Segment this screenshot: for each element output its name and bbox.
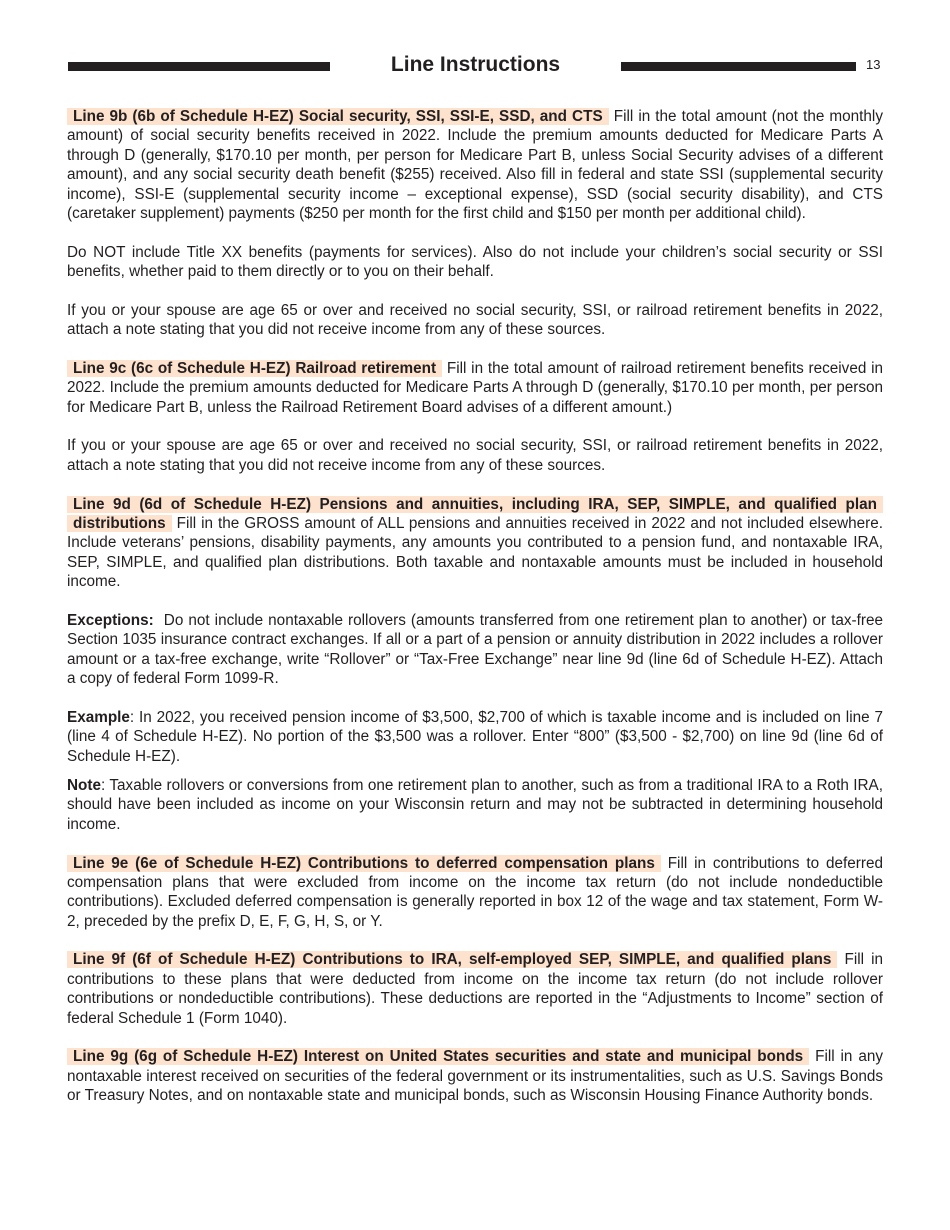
line-9g-heading: Line 9g (6g of Schedule H-EZ) Interest on United States securities and state and municipal bonds xyxy=(67,1048,809,1065)
line-9g-text: Fill in any nontaxable interest received on securities of the federal government or its instrumentalities, such as U.S. Savings Bonds or Treasury Notes, and on nontaxable state and municipal bonds, such as Wisconsin Housing Finance Authority bonds. xyxy=(67,1048,883,1105)
line-9b-paragraph xyxy=(67,107,883,223)
line-9c-heading: Line 9c (6c of Schedule H-EZ) Railroad retirement xyxy=(67,360,442,377)
exceptions-label: Exceptions: xyxy=(67,611,154,629)
line-9d-heading: Line 9d (6d of Schedule H-EZ) Pensions and annuities, including IRA, SEP, SIMPLE, and qualified plan distributions xyxy=(67,496,883,532)
line-9g-paragraph xyxy=(67,1047,883,1105)
line-9c-text: Fill in the total amount of railroad retirement benefits received in 2022. Include the premium amounts deducted for Medicare Parts A through D (generally, $170.10 per month, per person for Medicare Part B, unless the Railroad Retirement Board advises of a different amount.) xyxy=(67,359,884,416)
page-header xyxy=(0,50,950,80)
instructions-body xyxy=(67,107,883,1106)
line-9b-text: Fill in the total amount (not the monthly amount) of social security benefits received in 2022. Include the premium amounts deducted for Medicare Parts A through D (generally, $170.10 per month, per person for Medicare Part B, unless Social Security advises of a different amount), and any social security death benefit ($255) received. Also fill in federal and state SSI (supplemental security income), SSI-E (supplemental security income – exceptional expense), SSD (social security disability), and CTS (caretaker supplement) payments ($250 per month for the first child and $150 per month per additional child). xyxy=(67,108,883,223)
line-9d-note-paragraph xyxy=(67,776,883,834)
line-9f-heading: Line 9f (6f of Schedule H-EZ) Contributions to IRA, self-employed SEP, SIMPLE, and qualified plans xyxy=(67,951,837,968)
note-text: : Taxable rollovers or conversions from one retirement plan to another, such as from a traditional IRA to a Roth IRA, should have been included as income on your Wisconsin return and may not be subtracted in determining household income. xyxy=(67,777,883,833)
line-9c-age-note-paragraph: If you or your spouse are age 65 or over and received no social security, SSI, or railroad retirement benefits in 2022, attach a note stating that you did not receive income from any of these sources. xyxy=(67,437,883,474)
header-rule-right xyxy=(621,62,856,71)
example-label: Example xyxy=(67,708,130,726)
line-9e-text: Fill in contributions to deferred compensation plans that were excluded from income on the income tax return (do not include nondeductible contributions). Excluded deferred compensation is generally reported in box 12 of the wage and tax statement, Form W-2, preceded by the prefix D, E, F, G, H, S, or Y. xyxy=(67,854,884,930)
line-9f-text: Fill in contributions to these plans that were deducted from income on the income tax return (do not include rollover contributions or nondeductible contributions). These deductions are reported in the “Adjustments to Income” section of federal Schedule 1 (Form 1040). xyxy=(67,951,883,1027)
line-9b-heading: Line 9b (6b of Schedule H-EZ) Social security, SSI, SSI-E, SSD, and CTS xyxy=(67,108,609,125)
line-9d-text: Fill in the GROSS amount of ALL pensions and annuities received in 2022 and not included elsewhere. Include veterans’ pensions, disability payments, any amounts you contributed to a pension fund, and nontaxable IRA, SEP, SIMPLE, and qualified plan distributions. Both taxable and nontaxable amounts must be included in household income. xyxy=(67,514,884,591)
header-rule-left xyxy=(68,62,330,71)
line-9f-paragraph xyxy=(67,950,883,1028)
example-text: : In 2022, you received pension income of $3,500, $2,700 of which is taxable income and is included on line 7 (line 4 of Schedule H-EZ). No portion of the $3,500 was a rollover. Enter “800” ($3,500 - $2,700) on line 9d (line 6d of Schedule H-EZ). xyxy=(67,708,883,765)
line-9e-heading: Line 9e (6e of Schedule H-EZ) Contributions to deferred compensation plans xyxy=(67,855,661,872)
line-9d-paragraph xyxy=(67,495,883,592)
note-label: Note xyxy=(67,777,101,795)
exceptions-text: Do not include nontaxable rollovers (amounts transferred from one retirement plan to another) or tax-free Section 1035 insurance contract exchanges. If all or a part of a pension or annuity distribution in 2022 includes a rollover amount or a tax-free exchange, write “Rollover” or “Tax-Free Exchange” near line 9d (line 6d of Schedule H-EZ). Attach a copy of federal Form 1099-R. xyxy=(67,611,884,688)
page-title: Line Instructions xyxy=(390,53,561,76)
line-9d-example-paragraph xyxy=(67,708,883,766)
line-9d-exceptions-paragraph xyxy=(67,611,883,689)
line-9e-paragraph xyxy=(67,854,883,932)
page-number: 13 xyxy=(866,57,881,72)
line-9c-paragraph xyxy=(67,359,883,417)
line-9b-age-note-paragraph: If you or your spouse are age 65 or over and received no social security, SSI, or railroad retirement benefits in 2022, attach a note stating that you did not receive income from any of these sources. xyxy=(67,301,883,339)
line-9b-exclusions-paragraph: Do NOT include Title XX benefits (payments for services). Also do not include your children’s social security or SSI benefits, whether paid to them directly or to you on their behalf. xyxy=(67,243,883,281)
